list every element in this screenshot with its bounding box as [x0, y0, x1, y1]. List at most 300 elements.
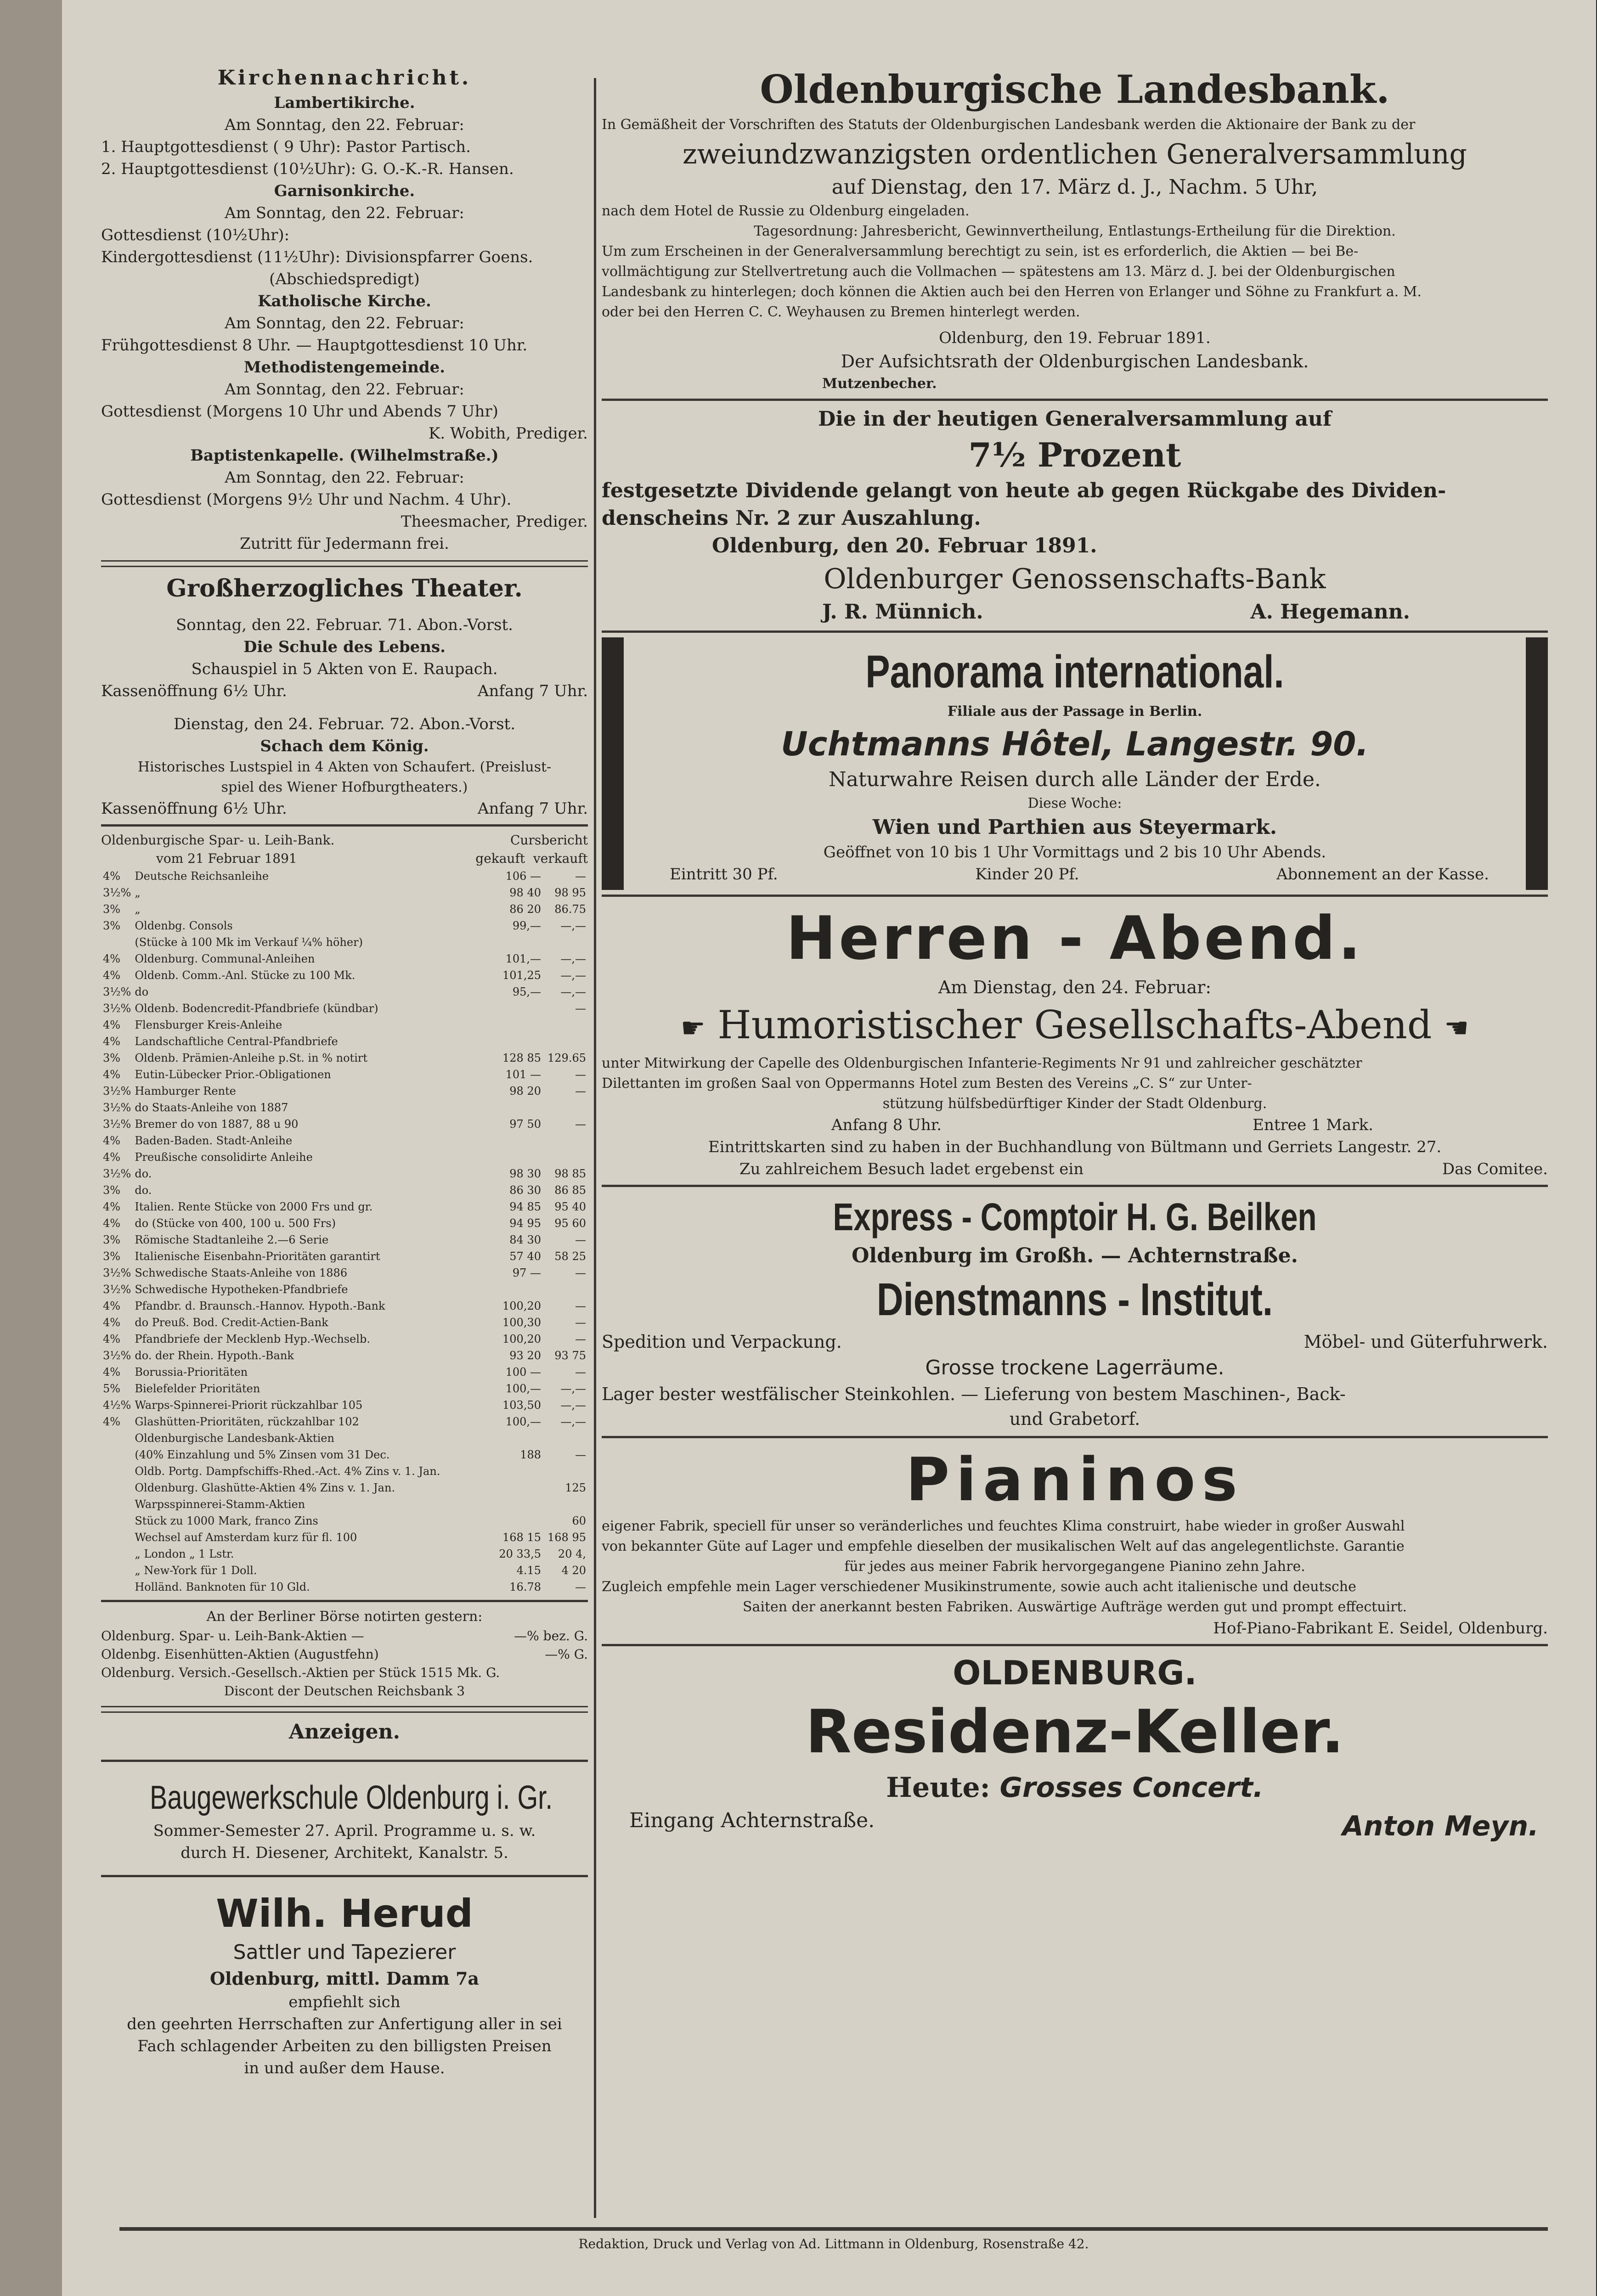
quote-sold: —,— [560, 919, 586, 932]
baptist-preacher: Theesmacher, Prediger. [401, 512, 588, 531]
quote-row [101, 1413, 588, 1430]
quote-bought: 106 — [505, 870, 541, 883]
play-1-title: Die Schule des Lebens. [243, 638, 446, 656]
garnison-heading: Garnisonkirche. [274, 182, 415, 200]
discount-rate: Discont der Deutschen Reichsbank 3 [224, 1683, 465, 1699]
quote-sold [543, 1430, 588, 1446]
quote-row [101, 1496, 588, 1513]
quote-bought: 100,— [505, 1415, 541, 1428]
catholic-date: Am Sonntag, den 22. Februar: [225, 314, 464, 332]
quote-rate: 3% [103, 1233, 121, 1246]
quote-bought: 103,50 [502, 1399, 541, 1412]
herren-abend-text-2: Dilettanten im großen Saal von Oppermanns Hotel zum Besten des Vereins „C. S“ zur Unter- [602, 1075, 1252, 1092]
quote-row [101, 1165, 588, 1182]
quote-row [101, 1562, 588, 1579]
methodist-preacher: K. Wobith, Prediger. [428, 424, 588, 443]
quote-rate: 4% [103, 1019, 121, 1031]
quote-name: Landschaftliche Central-Pfandbriefe [135, 1035, 338, 1048]
quote-sold [543, 1149, 588, 1165]
landesbank-text-2: vollmächtigung zur Stellvertretung auch die Vollmachen — spätestens am 13. März d. J. bei der Oldenburgischen [602, 264, 1395, 280]
quote-rate [101, 1463, 133, 1480]
quote-rate [101, 1496, 133, 1513]
baptist-service: Gottesdienst (Morgens 9½ Uhr und Nachm. 4 Uhr). [101, 490, 512, 509]
quote-row [101, 1579, 588, 1595]
quote-bought: 100 — [505, 1366, 541, 1379]
herren-abend-ad [602, 901, 1548, 1180]
section-rule [101, 1706, 588, 1713]
quote-bought: 100,20 [502, 1333, 541, 1345]
quote-name: Warpsspinnerei-Stamm-Aktien [135, 1498, 305, 1511]
quote-sold: — [575, 1581, 586, 1593]
panorama-tagline: Naturwahre Reisen durch alle Länder der Erde. [829, 768, 1321, 791]
footer-rule [119, 2227, 1548, 2231]
express-service-1: Spedition und Verpackung. [602, 1332, 842, 1352]
quote-name: Schwedische Staats-Anleihe von 1886 [135, 1266, 348, 1279]
quote-row [101, 1033, 588, 1050]
quote-name: Oldb. Portg. Dampfschiffs-Rhed.-Act. 4% Zins v. 1. Jan. [135, 1465, 440, 1478]
pianinos-text-2: von bekannter Güte auf Lager und empfehle dieselben der musikalischen Welt auf das angelegentlichste. Garantie [602, 1538, 1405, 1554]
theater-notice [101, 573, 588, 820]
quote-name: „ New-York für 1 Doll. [135, 1564, 257, 1577]
herren-abend-headline [602, 1000, 1548, 1053]
quote-sold: — [575, 1068, 586, 1081]
ads-title: Anzeigen. [289, 1720, 400, 1744]
quote-sold: —,— [560, 952, 586, 965]
berlin-rate: —% bez. G. [514, 1628, 588, 1643]
quote-rate: 4% [103, 952, 121, 965]
section-rule [101, 1875, 588, 1877]
herren-abend-committee: Das Comitee. [1442, 1160, 1548, 1178]
methodist-heading: Methodistengemeinde. [243, 358, 446, 377]
quote-rate: 3½% [103, 1118, 131, 1131]
landesbank-signer: Mutzenbecher. [822, 376, 937, 392]
herren-abend-text-1: unter Mitwirkung der Capelle des Oldenburgischen Infanterie-Regiments Nr 91 und zahlreicher geschätzter [602, 1055, 1362, 1071]
quote-row [101, 934, 588, 951]
catholic-heading: Katholische Kirche. [258, 292, 431, 310]
quote-sold [543, 1281, 588, 1298]
theater-title: Großherzogliches Theater. [166, 574, 523, 602]
quote-row [101, 951, 588, 967]
quote-bought [497, 1099, 543, 1116]
quote-row [101, 1430, 588, 1446]
landesbank-signature: Der Aufsichtsrath der Oldenburgischen Landesbank. [841, 351, 1309, 371]
berlin-quotes [101, 1627, 588, 1682]
quote-rate: 3½% [103, 1266, 131, 1279]
herren-abend-start: Anfang 8 Uhr. [831, 1116, 942, 1134]
landesbank-title: Oldenburgische Landesbank. [760, 67, 1390, 112]
berlin-security: Oldenburg. Spar- u. Leih-Bank-Aktien — [101, 1628, 364, 1643]
keller-today [602, 1768, 1548, 1807]
quotes-header [101, 831, 588, 850]
school-ad-line-1: Sommer-Semester 27. April. Programme u. s. w. [153, 1822, 536, 1840]
quote-bought: 128 85 [502, 1052, 541, 1064]
section-rule [602, 630, 1548, 633]
express-comptoir-ad [602, 1192, 1548, 1431]
signer-muennich: J. R. Münnich. [822, 600, 983, 624]
quote-row [101, 1380, 588, 1397]
play-1-start: Anfang 7 Uhr. [477, 682, 588, 700]
imprint: Redaktion, Druck und Verlag von Ad. Littmann in Oldenburg, Rosenstraße 42. [578, 2236, 1089, 2251]
pianinos-text-3: für jedes aus meiner Fabrik hervorgegangene Pianino zehn Jahre. [844, 1559, 1305, 1575]
quote-name: Warps-Spinnerei-Priorit rückzahlbar 105 [135, 1399, 363, 1412]
landesbank-place-date: Oldenburg, den 19. Februar 1891. [939, 329, 1211, 347]
quote-sold [543, 934, 588, 951]
quote-row [101, 1446, 588, 1463]
quotes-label: Cursbericht [510, 833, 588, 848]
garnison-date: Am Sonntag, den 22. Februar: [225, 204, 464, 222]
quote-row [101, 917, 588, 934]
play-2-times [101, 798, 588, 820]
quote-row [101, 984, 588, 1000]
quote-name: do [135, 985, 149, 998]
quote-sold: —,— [560, 1415, 586, 1428]
quote-rate: 4% [103, 1366, 121, 1379]
quote-sold: 93 75 [554, 1349, 586, 1362]
play-1-box-office: Kassenöffnung 6½ Uhr. [101, 682, 287, 700]
quote-bought [497, 1496, 543, 1513]
quote-bought: 97 — [512, 1266, 541, 1279]
church-notice [101, 64, 588, 555]
quote-bought [497, 1000, 543, 1017]
quote-rate [101, 1480, 133, 1496]
quote-sold: 98 95 [554, 886, 586, 899]
quote-name: Eutin-Lübecker Prior.-Obligationen [135, 1068, 331, 1081]
quote-bought: 188 [520, 1448, 541, 1461]
quote-name: Italienische Eisenbahn-Prioritäten garantirt [135, 1250, 380, 1263]
quote-name: Pfandbriefe der Mecklenb Hyp.-Wechselb. [135, 1333, 370, 1345]
quote-sold: 129.65 [547, 1052, 586, 1064]
quote-rate: 5% [103, 1382, 121, 1395]
quote-rate: 4% [103, 1134, 121, 1147]
express-institute: Dienstmanns - Institut. [876, 1274, 1273, 1325]
section-rule [602, 1644, 1548, 1646]
quote-rate: 4½% [103, 1399, 131, 1412]
quote-name: Hamburger Rente [135, 1085, 236, 1097]
quote-bought: 100,20 [502, 1300, 541, 1312]
quote-bought [497, 1281, 543, 1298]
garnison-note: (Abschiedspredigt) [269, 270, 420, 288]
landesbank-notice [602, 64, 1548, 394]
quote-rate [101, 1562, 133, 1579]
quote-row [101, 1050, 588, 1066]
quote-row [101, 1397, 588, 1413]
quote-sold: — [575, 1366, 586, 1379]
pianinos-title: Pianinos [906, 1445, 1244, 1514]
quote-row [101, 1182, 588, 1199]
herren-abend-times [602, 1114, 1548, 1136]
quote-bought: 168 15 [502, 1531, 541, 1544]
quote-row [101, 884, 588, 901]
quote-row [101, 1248, 588, 1265]
left-column [101, 64, 588, 2223]
quote-rate [101, 1546, 133, 1562]
quote-bought: 86 30 [509, 1184, 541, 1197]
quote-row [101, 1232, 588, 1248]
quote-rate [101, 934, 133, 951]
quote-rate: 4% [103, 969, 121, 982]
quote-bought: 101,25 [502, 969, 541, 982]
quote-sold: 20 4, [558, 1548, 586, 1560]
quote-sold: —,— [560, 1382, 586, 1395]
quote-name: Deutsche Reichsanleihe [135, 870, 269, 883]
herud-ad-address: Oldenburg, mittl. Damm 7a [209, 1968, 480, 1989]
quote-name: Oldenburg. Glashütte-Aktien 4% Zins v. 1. Jan. [135, 1481, 395, 1494]
panorama-filiale: Filiale aus der Passage in Berlin. [947, 703, 1202, 720]
quote-sold: 4 20 [561, 1564, 586, 1577]
section-rule [101, 560, 588, 567]
quote-row [101, 901, 588, 917]
lamberti-heading: Lambertikirche. [274, 94, 415, 112]
quote-bought [497, 934, 543, 951]
quote-row [101, 1463, 588, 1480]
quote-bought: 20 33,5 [499, 1548, 541, 1560]
quote-bought: 100,30 [502, 1316, 541, 1329]
garnison-service-2: Kindergottesdienst (11½Uhr): Divisionspfarrer Goens. [101, 248, 533, 266]
landesbank-intro: In Gemäßheit der Vorschriften des Statuts der Oldenburgischen Landesbank werden die Aktionaire der Bank zu der [602, 117, 1416, 133]
section-rule [602, 399, 1548, 401]
quote-rate: 3% [103, 1184, 121, 1197]
quote-rate: 4% [103, 1415, 121, 1428]
quote-row [101, 868, 588, 884]
quote-rate: 3½% [103, 1101, 131, 1114]
quote-name: „ London „ 1 Lstr. [135, 1548, 234, 1560]
quotes-date: vom 21 Februar 1891 [156, 851, 297, 866]
quote-name: „ [135, 903, 141, 916]
pianinos-text-4: Zugleich empfehle mein Lager verschiedener Musikinstrumente, sowie auch acht italienische und deutsche [602, 1579, 1356, 1595]
quote-name: do (Stücke von 400, 100 u. 500 Frs) [135, 1217, 336, 1230]
quote-row [101, 1298, 588, 1314]
quote-row [101, 1281, 588, 1298]
quote-rate: 3% [103, 919, 121, 932]
panorama-prices [633, 863, 1517, 885]
herren-abend-event: Humoristischer Gesellschafts-Abend [717, 1002, 1432, 1047]
quote-name: Bremer do von 1887, 88 u 90 [135, 1118, 299, 1131]
quote-row [101, 1513, 588, 1529]
quote-sold: — [575, 1266, 586, 1279]
quotes-subheader [101, 850, 588, 868]
quote-sold [543, 1017, 588, 1033]
quote-sold: 86 85 [554, 1184, 586, 1197]
col-sold: verkauft [533, 851, 588, 866]
quote-name: Baden-Baden. Stadt-Anleihe [135, 1134, 293, 1147]
berlin-row [101, 1645, 588, 1664]
quote-name: (40% Einzahlung und 5% Zinsen vom 31 Dec. [135, 1448, 390, 1461]
quote-name: do. [135, 1167, 152, 1180]
quote-bought: 100,— [505, 1382, 541, 1395]
baptist-heading: Baptistenkapelle. (Wilhelmstraße.) [190, 446, 499, 465]
quote-bought: 4.15 [516, 1564, 541, 1577]
play-2-desc-2: spiel des Wiener Hofburgtheaters.) [221, 779, 468, 795]
quote-sold: —,— [560, 985, 586, 998]
quote-sold: — [575, 1002, 586, 1015]
quote-sold [543, 1099, 588, 1116]
quote-name: Wechsel auf Amsterdam kurz für fl. 100 [135, 1531, 357, 1544]
quote-row [101, 1480, 588, 1496]
quote-row [101, 967, 588, 984]
berlin-row [101, 1627, 588, 1645]
keller-footer [602, 1807, 1548, 1846]
quote-row [101, 1000, 588, 1017]
keller-concert: Grosses Concert. [999, 1772, 1264, 1804]
quote-bought [497, 1480, 543, 1496]
berlin-security: Oldenburg. Versich.-Gesellsch.-Aktien per Stück 1515 Mk. G. [101, 1665, 500, 1680]
quote-name: Oldenb. Bodencredit-Pfandbriefe (kündbar) [135, 1002, 378, 1015]
catholic-service: Frühgottesdienst 8 Uhr. — Hauptgottesdienst 10 Uhr. [101, 336, 528, 355]
landesbank-text-3: Landesbank zu hinterlegen; doch können die Aktien auch bei den Herren von Erlanger und Söhne zu Frankfurt a. M. [602, 284, 1422, 300]
landesbank-venue: nach dem Hotel de Russie zu Oldenburg eingeladen. [602, 203, 970, 219]
quote-name: Oldenb. Prämien-Anleihe p.St. in % notirt [135, 1052, 367, 1064]
quote-rate: 4% [103, 1151, 121, 1164]
section-rule [101, 1760, 588, 1762]
genossenschaft-name: Oldenburger Genossenschafts-Bank [824, 563, 1326, 595]
theater-date-2: Dienstag, den 24. Februar. 72. Abon.-Vorst. [173, 715, 515, 733]
quote-sold: 125 [565, 1481, 586, 1494]
quote-rate: 3½% [103, 886, 131, 899]
quote-bought: 95,— [512, 985, 541, 998]
quote-name: Oldenb. Comm.-Anl. Stücke zu 100 Mk. [135, 969, 356, 982]
dividend-line-1: Die in der heutigen Generalversammlung auf [818, 407, 1332, 431]
play-2-title: Schach dem König. [260, 737, 429, 755]
quote-bought: 94 85 [509, 1200, 541, 1213]
quote-sold: —,— [560, 1399, 586, 1412]
quote-row [101, 1199, 588, 1215]
panorama-hours: Geöffnet von 10 bis 1 Uhr Vormittags und 2 bis 10 Uhr Abends. [823, 843, 1326, 861]
school-ad-title: Baugewerkschule Oldenburg i. Gr. [150, 1779, 553, 1816]
methodist-date: Am Sonntag, den 22. Februar: [225, 380, 464, 399]
quote-sold: 58 25 [554, 1250, 586, 1263]
express-title: Express - Comptoir H. G. Beilken [833, 1195, 1317, 1238]
play-2-desc: Historisches Lustspiel in 4 Akten von Schaufert. (Preislust- [137, 759, 552, 775]
pianinos-ad [602, 1443, 1548, 1639]
quote-row [101, 1066, 588, 1083]
quote-bought [497, 1463, 543, 1480]
quote-rate: 4% [103, 1068, 121, 1081]
quote-bought: 93 20 [509, 1349, 541, 1362]
section-rule [602, 1185, 1548, 1187]
play-1-desc: Schauspiel in 5 Akten von E. Raupach. [191, 660, 498, 678]
quote-row [101, 1116, 588, 1132]
right-column [602, 64, 1548, 2223]
quote-sold [543, 1463, 588, 1480]
herren-abend-closing [602, 1158, 1548, 1180]
quote-name: Glashütten-Prioritäten, rückzahlbar 102 [135, 1415, 359, 1428]
express-services [602, 1329, 1548, 1354]
quote-sold: — [575, 1316, 586, 1329]
quote-rate [101, 1430, 133, 1446]
quote-rate: 4% [103, 1035, 121, 1048]
quotes-bank: Oldenburgische Spar- u. Leih-Bank. [101, 833, 335, 848]
keller-title: Residenz-Keller. [805, 1697, 1344, 1767]
quote-sold: 86.75 [554, 903, 586, 916]
quote-bought [497, 1132, 543, 1149]
section-rule [602, 1436, 1548, 1438]
quote-sold: 60 [572, 1514, 586, 1527]
keller-owner: Anton Meyn. [1342, 1810, 1539, 1842]
herren-abend-text-3: stützung hülfsbedürftiger Kinder der Stadt Oldenburg. [882, 1096, 1267, 1112]
panorama-address: Uchtmanns Hôtel, Langestr. 90. [781, 725, 1369, 763]
herren-abend-tickets: Eintrittskarten sind zu haben in der Buchhandlung von Bültmann und Gerriets Langestr. 27. [708, 1138, 1442, 1156]
berlin-rate: —% G. [545, 1647, 588, 1662]
quote-row [101, 1149, 588, 1165]
quote-sold: 98 85 [554, 1167, 586, 1180]
quote-row [101, 1314, 588, 1331]
quote-name: Holländ. Banknoten für 10 Gld. [135, 1581, 310, 1593]
quote-name: „ [135, 886, 141, 899]
quote-row [101, 1265, 588, 1281]
quote-name: do. [135, 1184, 152, 1197]
panorama-program: Wien und Parthien aus Steyermark. [872, 816, 1277, 839]
quote-rate: 3½% [103, 1349, 131, 1362]
quote-sold [543, 1033, 588, 1050]
play-1-times [101, 680, 588, 702]
quote-bought: 98 40 [509, 886, 541, 899]
quote-sold: 95 40 [554, 1200, 586, 1213]
quote-name: Italien. Rente Stücke von 2000 Frs und gr. [135, 1200, 373, 1213]
quote-sold [543, 1496, 588, 1513]
quote-sold: — [575, 1118, 586, 1131]
quote-bought: 101,— [505, 952, 541, 965]
quote-rate: 3% [103, 1052, 121, 1064]
quote-name: do Staats-Anleihe von 1887 [135, 1101, 288, 1114]
quote-rate: 3½% [103, 1002, 131, 1015]
panorama-price-adult: Eintritt 30 Pf. [670, 865, 778, 884]
herud-ad-line-3: empfiehlt sich [288, 1993, 401, 2011]
herud-ad-trade: Sattler und Tapezierer [233, 1941, 456, 1964]
garnison-service-1: Gottesdienst (10½Uhr): [101, 226, 290, 244]
quote-bought: 97 50 [509, 1118, 541, 1131]
quote-row [101, 1364, 588, 1380]
theater-date-1: Sonntag, den 22. Februar. 71. Abon.-Vorst. [176, 616, 513, 634]
stock-quotes [101, 831, 588, 1700]
quote-name: Borussia-Prioritäten [135, 1366, 248, 1379]
dividend-line-4: denscheins Nr. 2 zur Auszahlung. [602, 506, 981, 530]
herud-ad-line-6: in und außer dem Hause. [244, 2059, 445, 2077]
berlin-heading: An der Berliner Börse notirten gestern: [206, 1609, 483, 1625]
quote-bought: 94 95 [509, 1217, 541, 1230]
section-rule [602, 895, 1548, 897]
herud-ad-title: Wilh. Herud [216, 1891, 473, 1936]
landesbank-text-1: Um zum Erscheinen in der Generalversammlung berechtigt zu sein, ist es erforderlich, die Aktien — bei Be- [602, 243, 1359, 259]
signer-hegemann: A. Hegemann. [1250, 600, 1410, 624]
berlin-security: Oldenbg. Eisenhütten-Aktien (Augustfehn) [101, 1647, 379, 1662]
book-binding [0, 0, 65, 2296]
quote-bought: 101 — [505, 1068, 541, 1081]
landesbank-date: auf Dienstag, den 17. März d. J., Nachm. 5 Uhr, [831, 175, 1318, 199]
section-rule [101, 824, 588, 827]
herren-abend-title: Herren - Abend. [786, 903, 1364, 973]
quote-sold [543, 1132, 588, 1149]
pointing-hand-left-icon: ☚ [1444, 1012, 1469, 1044]
quote-rate: 3% [103, 903, 121, 916]
quote-name: Flensburger Kreis-Anleihe [135, 1019, 282, 1031]
quote-sold: — [575, 1448, 586, 1461]
baptist-note: Zutritt für Jedermann frei. [240, 535, 449, 553]
quote-row [101, 1347, 588, 1364]
pianinos-maker: Hof-Piano-Fabrikant E. Seidel, Oldenburg. [1213, 1619, 1548, 1638]
quote-rate: 3½% [103, 985, 131, 998]
quote-rate: 4% [103, 1300, 121, 1312]
quote-bought [497, 1149, 543, 1165]
column-divider [594, 78, 596, 2218]
quote-name: Römische Stadtanleihe 2.—6 Serie [135, 1233, 329, 1246]
genossenschaft-signers [602, 598, 1548, 626]
quote-rate: 4% [103, 1316, 121, 1329]
berlin-row [101, 1664, 588, 1682]
quote-name: (Stücke à 100 Mk im Verkauf ¼% höher) [135, 936, 363, 949]
quote-rate: 4% [103, 1200, 121, 1213]
pianinos-text-1: eigener Fabrik, speciell für unser so veränderliches und feuchtes Klima construirt, habe wieder in großer Auswahl [602, 1518, 1405, 1534]
quote-bought [497, 1513, 543, 1529]
